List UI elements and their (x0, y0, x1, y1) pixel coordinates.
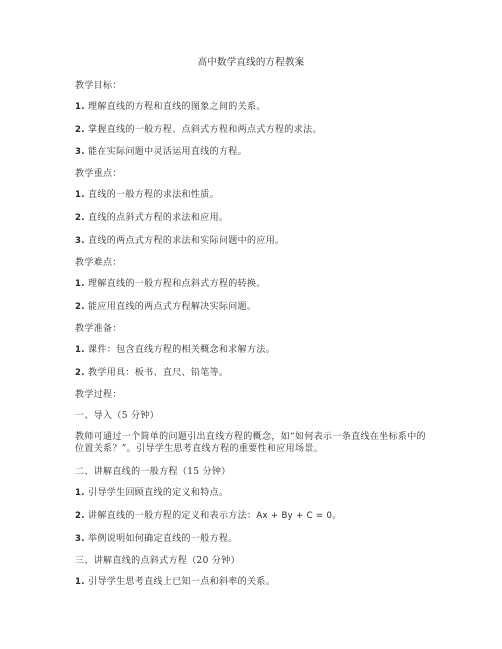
document-title: 高中数学直线的方程教案 (197, 57, 305, 68)
goal-item-2 (75, 124, 435, 136)
item-number: 3. (75, 534, 85, 544)
item-text-end: 。 (332, 511, 342, 521)
section-heading-difficulties: 教学难点： (75, 258, 122, 268)
step-2-item-3 (75, 533, 435, 545)
item-text: 举例说明如何确定直线的一般方程。 (84, 534, 238, 544)
item-text: 能在实际问题中灵活运用直线的方程。 (84, 147, 248, 157)
item-text: 理解直线的方程和直线的图象之间的关系。 (84, 102, 266, 112)
item-number: 1. (75, 345, 85, 355)
difficulty-item-1 (75, 278, 435, 290)
item-text: 引导学生思考直线上已知一点和斜率的关系。 (84, 577, 276, 587)
formula: Ax + By + C = 0 (256, 511, 333, 521)
item-text: 能应用直线的两点式方程解决实际问题。 (84, 302, 257, 312)
goal-item-1 (75, 101, 435, 113)
item-text: 掌握直线的一般方程、点斜式方程和两点式方程的求法。 (84, 125, 322, 135)
item-number: 2. (75, 213, 85, 223)
preparation-item-1 (75, 344, 435, 356)
step-3-heading: 三、讲解直线的点斜式方程（20 分钟） (75, 556, 240, 566)
item-number: 2. (75, 511, 85, 521)
section-heading-goals: 教学目标： (75, 81, 122, 91)
step-2-item-2 (75, 510, 435, 522)
step-2-heading: 二、讲解直线的一般方程（15 分钟） (75, 467, 231, 477)
section-heading-key-points: 教学重点： (75, 169, 122, 179)
section-heading-process: 教学过程： (75, 390, 122, 400)
item-number: 1. (75, 190, 85, 200)
step-1-paragraph: 教师可通过一个简单的问题引出直线方程的概念，如“如何表示一条直线在坐标系中的位置关系？”。引导学生思考直线方程的重要性和应用场景。 (75, 432, 426, 454)
item-number: 1. (75, 102, 85, 112)
item-text: 教学用具：板书、直尺、铅笔等。 (84, 368, 229, 378)
item-text: 引导学生回顾直线的定义和特点。 (84, 488, 229, 498)
item-text: 直线的两点式方程的求法和实际问题中的应用。 (84, 236, 285, 246)
item-number: 2. (75, 368, 85, 378)
preparation-item-2 (75, 367, 435, 379)
item-text: 课件：包含直线方程的相关概念和求解方法。 (84, 345, 276, 355)
step-2-item-1 (75, 487, 435, 499)
item-text: 直线的点斜式方程的求法和应用。 (84, 213, 229, 223)
section-heading-preparation: 教学准备： (75, 324, 122, 334)
item-number: 3. (75, 147, 85, 157)
item-number: 2. (75, 302, 85, 312)
step-1-heading: 一、导入（5 分钟） (75, 411, 160, 421)
item-text: 讲解直线的一般方程的定义和表示方法： (84, 511, 257, 521)
item-text: 理解直线的一般方程和点斜式方程的转换。 (84, 279, 266, 289)
item-number: 2. (75, 125, 85, 135)
item-number: 3. (75, 236, 85, 246)
item-text: 直线的一般方程的求法和性质。 (84, 190, 219, 200)
item-number: 1. (75, 488, 85, 498)
difficulty-item-2 (75, 301, 435, 313)
step-3-item-1 (75, 576, 435, 588)
item-number: 1. (75, 577, 85, 587)
key-point-item-3 (75, 235, 435, 247)
key-point-item-2 (75, 212, 435, 224)
key-point-item-1 (75, 189, 435, 201)
item-number: 1. (75, 279, 85, 289)
goal-item-3 (75, 146, 435, 158)
